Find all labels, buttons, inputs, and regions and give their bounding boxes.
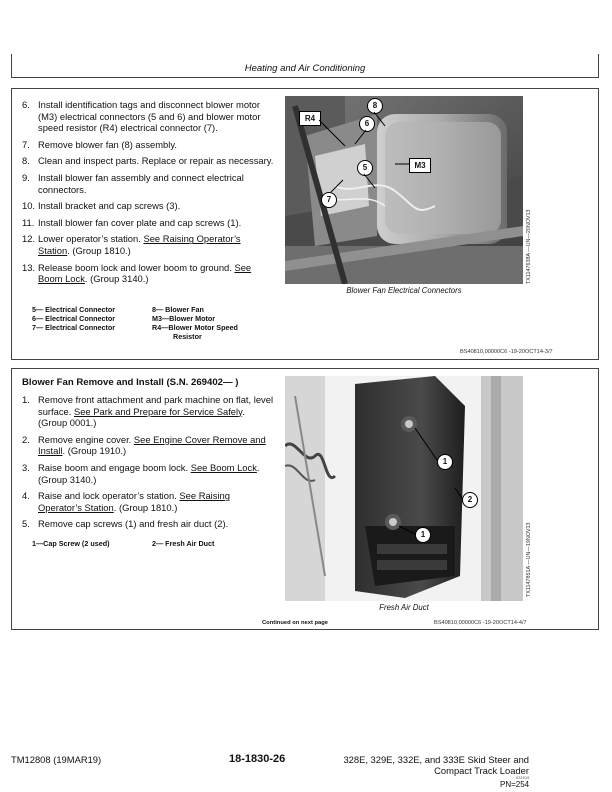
step-number: 10. [22, 200, 36, 212]
step-number: 6. [22, 99, 30, 110]
header-title: Heating and Air Conditioning [244, 63, 366, 74]
legend-item: 1—Cap Screw (2 used) [32, 539, 110, 548]
section-blower-fan-continued [11, 88, 599, 360]
legend-1-left [32, 305, 115, 332]
cross-reference-link[interactable]: See Raising Operator’s Station [38, 233, 241, 256]
step-item [22, 233, 274, 256]
step-item [22, 172, 274, 195]
legend-item: 7— Electrical Connector [32, 323, 116, 332]
callout-1-top: 1 [437, 454, 453, 470]
step-text [38, 518, 228, 529]
step-number: 2. [22, 433, 30, 445]
step-number: 1. [22, 394, 30, 405]
figure-fresh-air-duct [285, 376, 523, 601]
step-text [38, 462, 260, 485]
footer-pn: PN=254 [500, 780, 530, 789]
step-text [38, 155, 273, 166]
legend-item: M3—Blower Motor [152, 314, 216, 323]
callout-leader-lines [285, 96, 523, 284]
callout-1-bottom: 1 [415, 527, 431, 543]
step-number: 5. [22, 518, 30, 530]
callout-r4: R4 [299, 111, 321, 126]
legend-1-right [152, 305, 238, 341]
step-number: 3. [22, 461, 30, 473]
step-item [22, 262, 274, 285]
step-number: 8. [22, 155, 30, 167]
callout-2: 2 [462, 492, 478, 508]
section-2-title: Blower Fan Remove and Install (S.N. 269402— ) [22, 377, 239, 388]
callout-m3: M3 [409, 158, 431, 173]
step-item [22, 394, 274, 429]
steps-list-1 [22, 99, 274, 290]
legend-2-right [152, 539, 214, 548]
continued-note: Continued on next page [262, 620, 329, 626]
step-text-part: Install blower fan assembly and connect electrical connectors. [38, 171, 244, 195]
legend-item: 5— Electrical Connector [32, 305, 116, 314]
section-2-ref-code: BS40810,00000C6 -19-20OCT14-4/7 [434, 620, 527, 626]
step-text [38, 200, 180, 211]
section-blower-fan-remove-install [11, 368, 599, 630]
cross-reference-link[interactable]: See Raising Operator’s Station [38, 490, 230, 513]
step-number: 9. [22, 171, 30, 183]
callout-6: 6 [359, 116, 375, 132]
step-text-part: Raise boom and engage boom lock. [38, 461, 191, 473]
footer-date-code: 031919 [516, 775, 530, 780]
step-item [22, 434, 274, 457]
callout-leader-lines-2 [285, 376, 523, 601]
step-item [22, 518, 274, 530]
figure-2-caption: Fresh Air Duct [379, 603, 429, 612]
step-text-part: Remove engine cover. [38, 433, 134, 445]
running-header [11, 54, 599, 78]
step-text-part: . (Group 1810.) [67, 244, 131, 256]
cross-reference-link[interactable]: See Boom Lock [38, 261, 252, 285]
figure-1-caption: Blower Fan Electrical Connectors [346, 286, 462, 295]
legend-item: Resistor [173, 332, 202, 341]
step-text [38, 99, 261, 133]
figure-blower-fan-connectors [285, 96, 523, 284]
step-item [22, 139, 274, 151]
callout-8: 8 [367, 98, 383, 114]
step-text-part: Lower operator’s station. [38, 233, 144, 245]
section-1-ref-code: BS40810,00000C6 -19-20OCT14-3/7 [460, 349, 553, 355]
legend-item: R4—Blower Motor Speed [152, 323, 238, 332]
cross-reference-link[interactable]: See Park and Prepare for Service Safely [73, 405, 243, 417]
footer-manual-id: TM12808 (19MAR19) [11, 754, 102, 765]
step-text [38, 262, 251, 285]
step-text [38, 139, 177, 150]
step-text-part: . (Group 1910.) [62, 445, 127, 457]
step-text [38, 217, 241, 228]
footer-model-info [331, 754, 529, 776]
footer-model-line-2: Compact Track Loader [434, 765, 529, 776]
step-text-part: . (Group 3140.) [38, 461, 260, 485]
step-text [38, 490, 230, 513]
cross-reference-link[interactable]: See Boom Lock [190, 461, 257, 473]
figure-1-side-ref: TX1147638A —UN—20NOV13 [526, 209, 532, 284]
step-text-part: . (Group 0001.) [38, 405, 245, 429]
step-item [22, 99, 274, 134]
footer-model-line-1: 328E, 329E, 332E, and 333E Skid Steer and [343, 754, 529, 765]
step-number: 11. [22, 216, 35, 228]
step-text [38, 233, 241, 256]
callout-5: 5 [357, 160, 373, 176]
step-item [22, 462, 274, 485]
step-number: 13. [22, 261, 36, 273]
step-text-part: Clean and inspect parts. Replace or repair as necessary. [38, 155, 274, 167]
callout-7: 7 [321, 192, 337, 208]
step-number: 12. [22, 233, 36, 245]
step-item [22, 217, 274, 229]
step-text-part: . (Group 1810.) [113, 501, 178, 513]
footer-page-number: 18-1830-26 [229, 753, 286, 765]
steps-list-2 [22, 394, 274, 535]
step-number: 4. [22, 490, 30, 502]
legend-2-left [32, 539, 110, 548]
step-text-part: . (Group 3140.) [84, 273, 149, 285]
step-text-part: Release boom lock and lower boom to ground. [38, 261, 235, 273]
step-item [22, 155, 274, 167]
step-item [22, 490, 274, 513]
legend-item: 6— Electrical Connector [32, 314, 116, 323]
step-text-part: Raise and lock operator’s station. [38, 490, 180, 502]
step-number: 7. [22, 138, 30, 150]
legend-item: 8— Blower Fan [152, 305, 204, 314]
step-text [38, 394, 273, 428]
step-text [38, 434, 266, 457]
step-item [22, 200, 274, 212]
step-text-part: Install bracket and cap screws (3). [38, 200, 181, 212]
step-text-part: Remove cap screws (1) and fresh air duct (2). [38, 518, 229, 530]
step-text-part: Remove front attachment and park machine on flat, level surface. [38, 394, 274, 417]
cross-reference-link[interactable]: See Engine Cover Remove and Install [38, 433, 266, 457]
legend-item: 2— Fresh Air Duct [152, 539, 215, 548]
step-text [38, 172, 244, 195]
step-text-part: Install identification tags and disconnect blower motor (M3) electrical connectors (5 and 6) and blower motor speed resistor (R4) electrical connector (7). [38, 99, 261, 134]
step-text-part: Install blower fan cover plate and cap screws (1). [38, 216, 242, 228]
figure-2-side-ref: TX1147851A —UN—19NOV13 [526, 522, 532, 597]
step-text-part: Remove blower fan (8) assembly. [38, 138, 177, 150]
